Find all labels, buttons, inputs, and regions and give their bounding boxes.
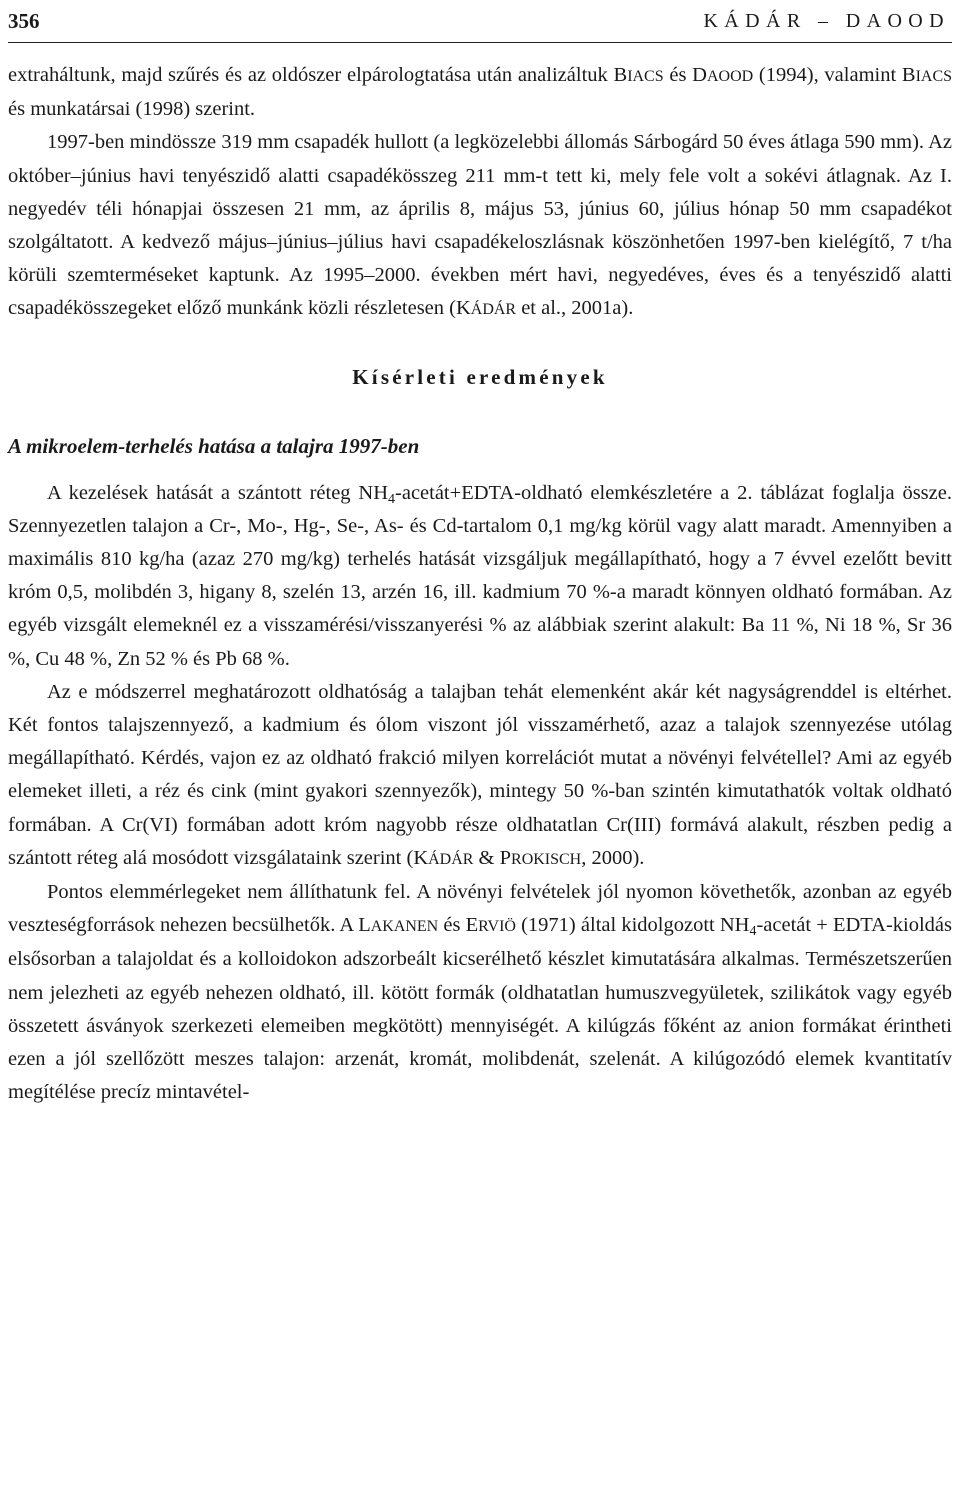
text-run: 1997-ben mindössze 319 mm csapadék hullott (a legközelebbi állomás Sárbogárd 50 éves átlaga 590 mm). Az október–június havi tenyészidő alatti csapadékösszeg 211 mm-t tett ki, mely fele volt a sokévi átlagnak. Az I. negyedév téli hónapjai összesen 21 mm, az április 8, május 53, június 60, július hónap 50 mm csapadékot szolgáltatott. A kedvező május–június–július havi csapadékeloszlásnak köszönhetően 1997-ben kielégítő, 7 t/ha körüli szemterméseket kaptunk. Az 1995–2000. években mért havi, negyedéves, éves és a tenyészidő alatti csapadékösszegeket előző munkánk közli részletesen (K [8, 131, 952, 320]
text-run: , 2000). [581, 846, 645, 869]
author-name-smallcaps: ROKISCH [511, 850, 582, 868]
text-run: és D [663, 64, 707, 86]
paragraph-1 [8, 59, 952, 126]
author-name-smallcaps: AKANEN [370, 918, 439, 936]
text-run: (1994), valamint B [753, 64, 916, 86]
text-run: és E [438, 914, 479, 937]
paragraph-4 [8, 676, 952, 876]
author-name-smallcaps: RVIÖ [478, 918, 516, 936]
paragraph-2 [8, 126, 952, 326]
paragraph-3 [8, 477, 952, 676]
text-run: -acetát + EDTA-kioldás elsősorban a talajoldat és a kolloidokon adszorbeált kicserélhető készlet kimutatására alkalmas. Természetszerűen nem jelezheti az egyéb nehezen oldható, ill. kötött formák (oldhatatlan humuszvegyületek, szilikátok vagy egyéb összetett ásványok szerkezeti elemeiben megkötött) mennyiségét. A kilúgzás főként az anion formákat érintheti ezen a jól szellőzött meszes talajon: arzenát, kromát, molibdenát, szelenát. A kilúgozódó elemek kvantitatív megítélése precíz mintavétel- [8, 914, 953, 1104]
author-name-smallcaps: IACS [915, 68, 952, 85]
text-run: et al., 2001a). [516, 297, 634, 320]
text-run: és munkatársai (1998) szerint. [8, 98, 256, 121]
subsection-heading: A mikroelem-terhelés hatása a talajra 1997-ben [8, 433, 420, 458]
section-heading: Kísérleti eredmények [352, 364, 608, 389]
text-run: A kezelések hatását a szántott réteg NH [47, 481, 389, 504]
text-run: (1971) által kidolgozott NH [515, 914, 750, 937]
body-text [8, 59, 952, 1109]
author-name-smallcaps: AOOD [706, 68, 754, 85]
subscript: 4 [388, 491, 396, 507]
text-run: extraháltunk, majd szűrés és az oldószer elpárologtatása után analizáltuk B [8, 64, 628, 86]
text-run: -acetát+EDTA-oldható elemkészletére a 2. táblázat foglalja össze. Szennyezetlen talajon a Cr-, Mo-, Hg-, Se-, As- és Cd-tartalom 0,1 mg/kg körül vagy alatt maradt. Amennyiben a maximális 810 kg/ha (azaz 270 mg/kg) terhelés hatását vizsgáljuk megállapítható, hogy a 7 évvel ezelőtt bevitt króm 0,5, molibdén 3, higany 8, szelén 13, arzén 16, ill. kadmium 70 %-a maradt könnyen oldható formában. Az egyéb vizsgált elemeknél ez a visszamérési/visszanyerési % az alábbiak szerint alakult: Ba 11 %, Ni 18 %, Sr 36 %, Cu 48 %, Zn 52 % és Pb 68 %. [8, 481, 952, 670]
author-name-smallcaps: IACS [627, 68, 664, 85]
paragraph-5 [8, 876, 952, 1109]
running-head: KÁDÁR – DAOOD [703, 10, 950, 32]
text-run: Az e módszerrel meghatározott oldhatóság a talajban tehát elemenként akár két nagyságrenddel is eltérhet. Két fontos talajszennyező, a kadmium és ólom viszont jól visszamérhető, azaz a talajok szennyezése utólag megállapítható. Kérdés, vajon ez az oldható frakció milyen korrelációt mutat a növényi felvétellel? Ami az egyéb elemeket illeti, a réz és cink (mint gyakori szennyezők), mintegy 50 %-ban szintén kimutathatók voltak oldható formában. A Cr(VI) formában adott króm nagyobb része oldhatatlan Cr(III) formává alakult, részben pedig a szántott réteg alá mosódott vizsgálataink szerint (K [8, 680, 952, 869]
page-number: 356 [8, 9, 40, 33]
text-run: & P [473, 846, 512, 869]
author-name-smallcaps: ÁDÁR [428, 850, 474, 868]
page-header [8, 0, 952, 43]
subscript: 4 [749, 924, 757, 940]
text-run: Pontos elemmérlegeket nem állíthatunk fel. A növényi felvételek jól nyomon követhetők, azonban az egyéb veszteségforrások nehezen becsülhetők. A L [8, 881, 952, 937]
author-name-smallcaps: ÁDÁR [470, 301, 517, 319]
